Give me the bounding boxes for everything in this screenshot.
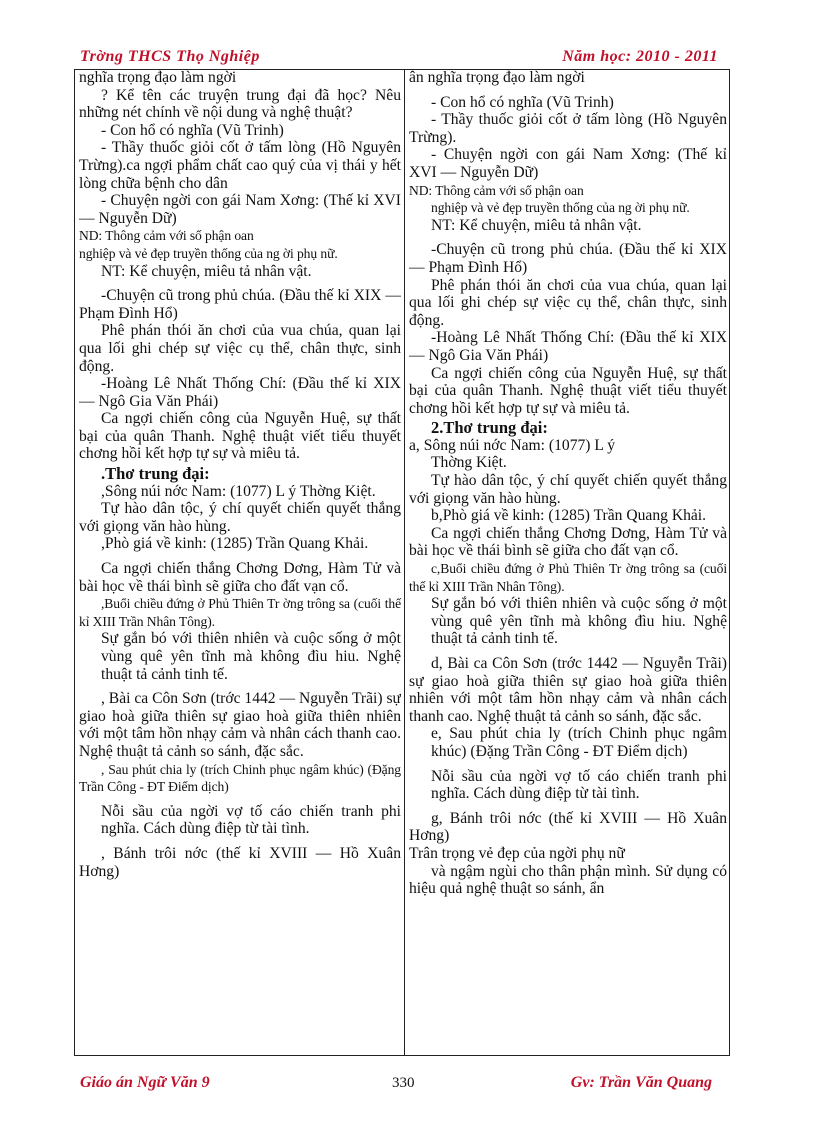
section-heading: 2.Thơ trung đại:: [431, 418, 548, 438]
left-line: -Hoàng Lê Nhất Thống Chí: (Đầu thế kỉ XIX — Ngô Gia Văn Phái): [79, 375, 401, 410]
left-line: NT: Kể chuyện, miêu tả nhân vật.: [101, 262, 312, 280]
right-line: nghiệp và vẻ đẹp truyền thống của ng ời phụ nữ.: [431, 200, 690, 216]
section-heading: .Thơ trung đại:: [101, 464, 210, 484]
right-line: NT: Kể chuyện, miêu tả nhân vật.: [431, 216, 642, 234]
left-line: - Con hổ có nghĩa (Vũ Trinh): [101, 121, 284, 139]
right-column: [409, 69, 727, 1055]
table-bottom-border: [74, 1055, 730, 1056]
table-right-border: [729, 69, 730, 1055]
right-line: c,Buổi chiều đứng ở Phủ Thiên Tr ờng trông sa (cuối thế kỉ XIII Trần Nhân Tông).: [409, 561, 727, 594]
left-line: Ca ngợi chiến thắng Chơng Dơng, Hàm Tử và bài học về thái bình sẽ giữa cho đất vạn cổ.: [79, 560, 401, 595]
left-line: nghĩa trọng đạo làm ngời: [79, 69, 237, 86]
right-line: Ca ngợi chiến thắng Chơng Dơng, Hàm Tử và bài học về thái bình sẽ giữa cho đất vạn cổ.: [409, 524, 727, 560]
right-line: ân nghĩa trọng đạo làm ngời: [409, 69, 585, 86]
right-line: Trân trọng vẻ đẹp của ngời phụ nữ: [409, 844, 625, 862]
header-school: Trờng THCS Thọ Nghiệp: [80, 48, 260, 65]
left-line: Tự hào dân tộc, ý chí quyết chiến quyết thắng với giọng văn hào hùng.: [79, 500, 401, 535]
right-line: Phê phán thói ăn chơi của vua chúa, quan lại qua lối ghi chép sự việc cụ thể, chân thực, sinh động.: [409, 276, 727, 329]
left-line: ,Sông núi nớc Nam: (1077) L ý Thờng Kiệt.: [101, 482, 376, 500]
right-line: d, Bài ca Côn Sơn (trớc 1442 — Nguyễn Trãi) sự giao hoà giữa thiên sự giao hoà giữa thiên nhiên với một tâm hồn nhạy cảm và nhân cách thanh cao. Nghệ thuật tả cảnh so sánh, đặc sắc.: [409, 655, 727, 725]
right-line: Tự hào dân tộc, ý chí quyết chiến quyết thắng với giọng văn hào hùng.: [409, 472, 727, 507]
right-line: Nỗi sầu của ngời vợ tố cáo chiến tranh phi nghĩa. Cách dùng điệp từ tài tình.: [431, 767, 727, 803]
left-line: -Chuyện cũ trong phủ chúa. (Đầu thế kỉ XIX — Phạm Đình Hổ): [79, 287, 401, 322]
table-left-border: [74, 69, 75, 1055]
left-line: Phê phán thói ăn chơi của vua chúa, quan lại qua lối ghi chép sự việc cụ thể, chân thực, sinh động.: [79, 322, 401, 375]
left-line: Ca ngợi chiến công của Nguyễn Huệ, sự thất bại của quân Thanh. Nghệ thuật viết tiểu thuyết chơng hồi kết hợp tự sự và miêu tả.: [79, 410, 401, 463]
left-line: - Thầy thuốc giỏi cốt ở tấm lòng (Hồ Nguyên Trừng).ca ngợi phẩm chất cao quý của vị thái y hết lòng chữa bệnh cho dân: [79, 139, 401, 192]
right-line: e, Sau phút chia ly (trích Chinh phục ngâm khúc) (Đặng Trần Công - ĐT Điểm dịch): [431, 725, 727, 760]
left-line: Nỗi sầu của ngời vợ tố cáo chiến tranh phi nghĩa. Cách dùng điệp từ tài tình.: [101, 802, 401, 838]
left-line: ,Buổi chiều đứng ở Phủ Thiên Tr ờng trông sa (cuối thế kỉ XIII Trần Nhân Tông).: [79, 596, 401, 629]
left-line: ,Phò giá về kinh: (1285) Trần Quang Khải.: [101, 535, 369, 553]
left-column: [79, 69, 401, 1055]
right-line: - Chuyện ngời con gái Nam Xơng: (Thế kỉ XVI — Nguyễn Dữ): [409, 146, 727, 181]
footer-book-title: Giáo án Ngữ Văn 9: [80, 1074, 210, 1091]
left-line: , Sau phút chia ly (trích Chinh phục ngâm khúc) (Đặng Trần Công - ĐT Điểm dịch): [79, 761, 401, 795]
right-line: ND: Thông cảm với số phận oan: [409, 182, 584, 198]
right-line: - Con hổ có nghĩa (Vũ Trinh): [431, 93, 614, 111]
question: ? Kể tên các truyện trung đại đã học? Nêu những nét chính về nội dung và nghệ thuật?: [79, 86, 401, 122]
page-number: 330: [392, 1075, 415, 1091]
right-line: Ca ngợi chiến công của Nguyễn Huệ, sự thất bại của quân Thanh. Nghệ thuật viết tiểu thuyết chơng hồi kết hợp tự sự và miêu tả.: [409, 364, 727, 417]
left-line: , Bài ca Côn Sơn (trớc 1442 — Nguyễn Trãi) sự giao hoà giữa thiên sự giao hoà giữa thiên nhiên với một tâm hồn nhạy cảm và nhân cách thanh cao. Nghệ thuật tả cảnh so sánh, đặc sắc.: [79, 690, 401, 760]
footer-teacher: Gv: Trần Văn Quang: [570, 1074, 712, 1091]
right-line: -Hoàng Lê Nhất Thống Chí: (Đầu thế kỉ XIX — Ngô Gia Văn Phái): [409, 329, 727, 364]
column-divider: [404, 69, 405, 1055]
right-line: -Chuyện cũ trong phủ chúa. (Đầu thế kỉ XIX — Phạm Đình Hổ): [409, 241, 727, 276]
header-school-year: Năm học: 2010 - 2011: [562, 48, 718, 65]
left-line: nghiệp và vẻ đẹp truyền thống của ng ời phụ nữ.: [79, 245, 338, 261]
right-line: b,Phò giá về kinh: (1285) Trần Quang Khải.: [431, 507, 707, 525]
left-line: ND: Thông cảm với số phận oan: [79, 228, 254, 244]
right-line: Thờng Kiệt.: [431, 454, 507, 472]
right-line: - Thầy thuốc giỏi cốt ở tấm lòng (Hồ Nguyên Trừng).: [409, 111, 727, 146]
right-line: và ngậm ngùi cho thân phận mình. Sử dụng có hiệu quả nghệ thuật so sánh, ẩn: [409, 862, 727, 898]
right-line: a, Sông núi nớc Nam: (1077) L ý: [409, 436, 616, 454]
left-line: , Bánh trôi nớc (thế kỉ XVIII — Hồ Xuân Hơng): [79, 844, 401, 880]
right-line: g, Bánh trôi nớc (thế kỉ XVIII — Hồ Xuân Hơng): [409, 809, 727, 845]
left-line: Sự gắn bó với thiên nhiên và cuộc sống ở một vùng quê yên tĩnh mà không đìu hiu. Nghệ thuật tả cảnh tinh tế.: [101, 630, 401, 683]
right-line: Sự gắn bó với thiên nhiên và cuộc sống ở một vùng quê yên tĩnh mà không đìu hiu. Nghệ thuật tả cảnh tinh tế.: [431, 595, 727, 648]
left-line: - Chuyện ngời con gái Nam Xơng: (Thế kỉ XVI — Nguyễn Dữ): [79, 192, 401, 227]
